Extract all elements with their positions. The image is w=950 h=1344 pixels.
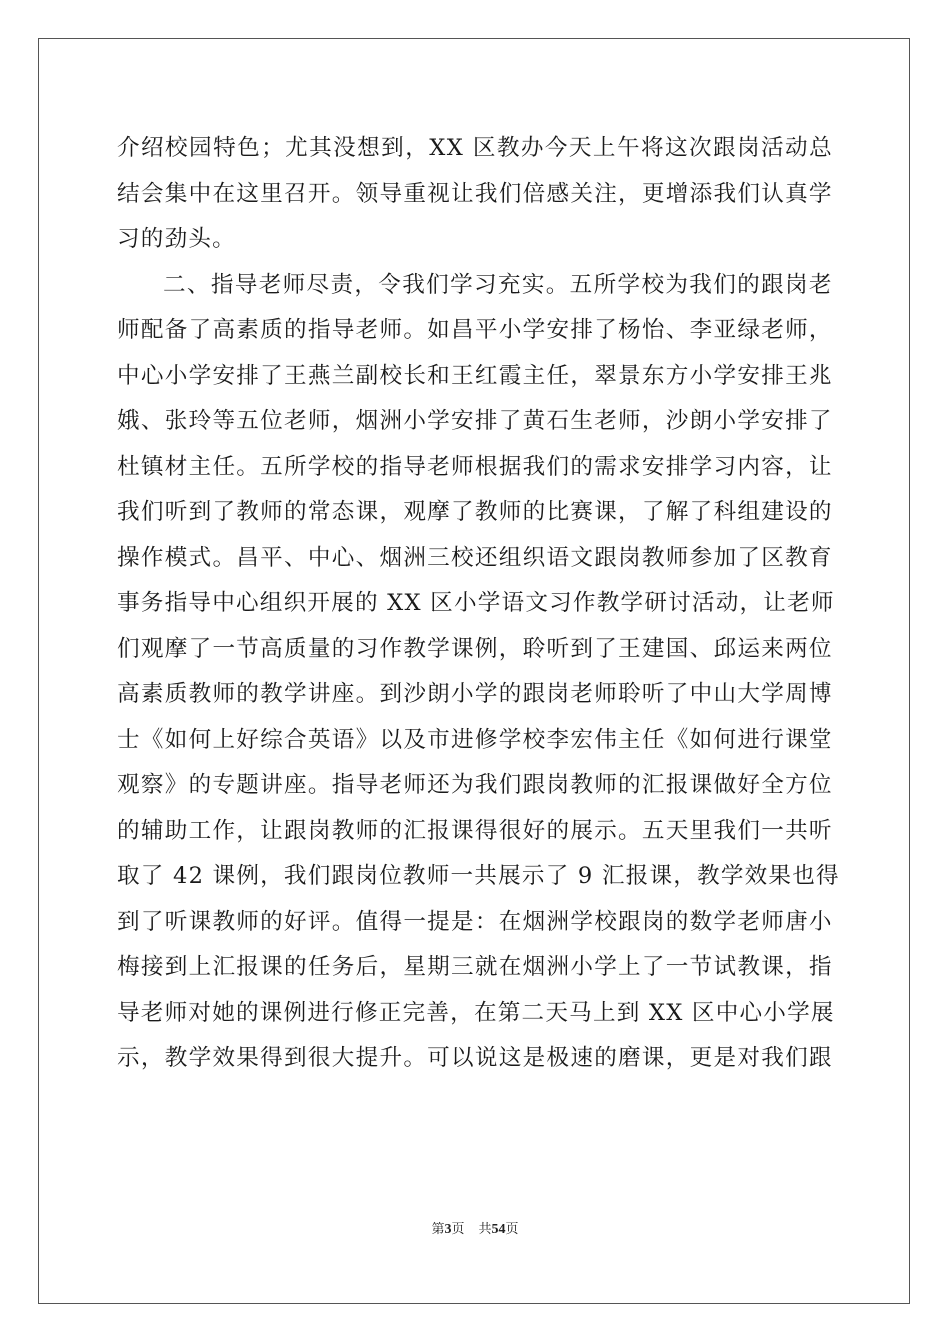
text-line: 师 配 备 了 高 素 质 的 指 导 老 师 。 如 昌 平 小 学 安 排 了 杨 怡 、 李 亚 绿 老 师 ，: [117, 317, 833, 343]
text-line: 导 老 师 对 她 的 课 例 进 行 修 正 完 善 ， 在 第 二 天 马 上 到 X X 区 中 心 小 学 展: [117, 999, 835, 1026]
text-line: 操 作 模 式 。 昌 平 、 中 心 、 烟 洲 三 校 还 组 织 语 文 跟 岗 教 师 参 加 了 区 教 育: [117, 544, 833, 571]
text-line: 到 了 听 课 教 师 的 好 评 。 值 得 一 提 是 ： 在 烟 洲 学 校 跟 岗 的 数 学 老 师 唐 小: [117, 908, 833, 935]
text-line: 示 ， 教 学 效 果 得 到 很 大 提 升 。 可 以 说 这 是 极 速 的 磨 课 ， 更 是 对 我 们 跟: [117, 1045, 833, 1071]
text-line: 的 辅 助 工 作 ， 让 跟 岗 教 师 的 汇 报 课 得 很 好 的 展 示 。 五 天 里 我 们 一 共 听: [117, 817, 833, 844]
text-line: 结 会 集 中 在 这 里 召 开 。 领 导 重 视 让 我 们 倍 感 关 注 ， 更 增 添 我 们 认 真 学: [117, 180, 833, 207]
body-text: [117, 126, 840, 1082]
text-line: 我 们 听 到 了 教 师 的 常 态 课 ， 观 摩 了 教 师 的 比 赛 课 ， 了 解 了 科 组 建 设 的: [117, 499, 833, 525]
text-line: 习的劲头。: [117, 226, 236, 252]
page-number: 3: [444, 1222, 452, 1237]
total-suffix: 页: [505, 1222, 519, 1237]
text-line: 士 《 如 何 上 好 综 合 英 语 》 以 及 市 进 修 学 校 李 宏 伟 主 任 《 如 何 进 行 课 堂: [117, 726, 833, 753]
text-line: 观 察 》 的 专 题 讲 座 。 指 导 老 师 还 为 我 们 跟 岗 教 师 的 汇 报 课 做 好 全 方 位: [117, 772, 833, 798]
text-line: 介 绍 校 园 特 色 ； 尤 其 没 想 到 ， X X 区 教 办 今 天 上 午 将 这 次 跟 岗 活 动 总: [117, 135, 833, 161]
text-line: 取 了 4 2 课 例 ， 我 们 跟 岗 位 教 师 一 共 展 示 了 9 汇 报 课 ， 教 学 效 果 也 得: [117, 863, 840, 889]
text-line: 梅 接 到 上 汇 报 课 的 任 务 后 ， 星 期 三 就 在 烟 洲 小 学 上 了 一 节 试 教 课 ， 指: [117, 954, 833, 980]
text-line: 高 素 质 教 师 的 教 学 讲 座 。 到 沙 朗 小 学 的 跟 岗 老 师 聆 听 了 中 山 大 学 周 博: [117, 681, 833, 707]
page-suffix: 页: [451, 1222, 465, 1237]
text-line: 二 、 指 导 老 师 尽 责 ， 令 我 们 学 习 充 实 。 五 所 学 校 为 我 们 的 跟 岗 老: [163, 271, 833, 298]
text-line: 们 观 摩 了 一 节 高 质 量 的 习 作 教 学 课 例 ， 聆 听 到 了 王 建 国 、 邱 运 来 两 位: [117, 635, 833, 662]
total-pages: 54: [491, 1222, 506, 1237]
page-prefix: 第: [431, 1222, 445, 1237]
text-line: 娥 、 张 玲 等 五 位 老 师 ， 烟 洲 小 学 安 排 了 黄 石 生 老 师 ， 沙 朗 小 学 安 排 了: [117, 408, 833, 434]
page-footer: [0, 1218, 950, 1238]
text-line: 杜 镇 材 主 任 。 五 所 学 校 的 指 导 老 师 根 据 我 们 的 需 求 安 排 学 习 内 容 ， 让: [117, 453, 833, 480]
total-prefix: 共: [478, 1222, 492, 1237]
text-line: 中 心 小 学 安 排 了 王 燕 兰 副 校 长 和 王 红 霞 主 任 ， 翠 景 东 方 小 学 安 排 王 兆: [117, 362, 833, 389]
text-line: 事 务 指 导 中 心 组 织 开 展 的 X X 区 小 学 语 文 习 作 教 学 研 讨 活 动 ， 让 老 师: [117, 590, 835, 616]
